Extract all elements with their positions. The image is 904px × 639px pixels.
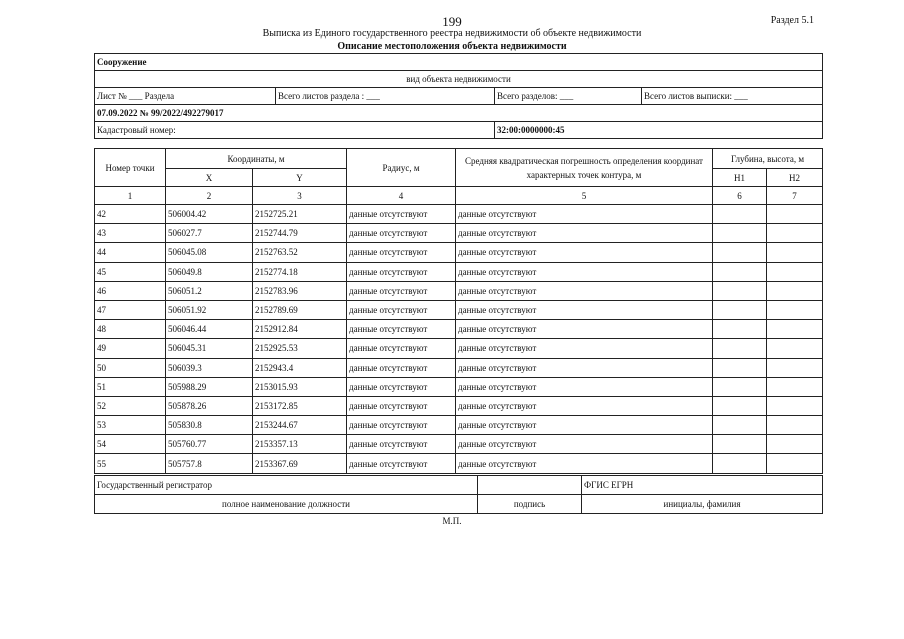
cell-y: 2152789.69 [253, 300, 347, 319]
extract-date-number: 07.09.2022 № 99/2022/492279017 [95, 105, 823, 122]
cell-point-number: 52 [95, 396, 166, 415]
total-sections-label: Всего разделов: ___ [495, 88, 642, 105]
cell-point-number: 45 [95, 262, 166, 281]
cell-h2 [767, 243, 823, 262]
cadastral-number-label: Кадастровый номер: [95, 122, 495, 139]
cell-point-number: 55 [95, 454, 166, 473]
name-caption: инициалы, фамилия [582, 495, 823, 514]
cell-accuracy: данные отсутствуют [456, 300, 713, 319]
col-number: 6 [713, 187, 767, 205]
cell-point-number: 51 [95, 377, 166, 396]
cell-accuracy: данные отсутствуют [456, 416, 713, 435]
cell-h1 [713, 243, 767, 262]
table-row [95, 416, 823, 435]
signature-field [478, 476, 582, 495]
cell-h1 [713, 416, 767, 435]
cell-h1 [713, 262, 767, 281]
cell-h2 [767, 262, 823, 281]
cell-x: 506045.08 [166, 243, 253, 262]
cell-accuracy: данные отсутствуют [456, 435, 713, 454]
registrar-position: Государственный регистратор [95, 476, 478, 495]
document-subtitle: Описание местоположения объекта недвижимости [337, 41, 567, 52]
cell-x: 506046.44 [166, 320, 253, 339]
cell-accuracy: данные отсутствуют [456, 243, 713, 262]
cell-x: 506051.2 [166, 281, 253, 300]
cell-x: 506004.42 [166, 205, 253, 224]
cell-y: 2153367.69 [253, 454, 347, 473]
cell-h2 [767, 396, 823, 415]
cell-h1 [713, 435, 767, 454]
cell-point-number: 43 [95, 224, 166, 243]
table-row [95, 339, 823, 358]
cell-x: 506027.7 [166, 224, 253, 243]
coordinates-body [95, 205, 823, 474]
cell-x: 505988.29 [166, 377, 253, 396]
col-number: 7 [767, 187, 823, 205]
cell-x: 506049.8 [166, 262, 253, 281]
coordinates-table [94, 148, 823, 474]
cell-x: 505878.26 [166, 396, 253, 415]
cell-accuracy: данные отсутствуют [456, 281, 713, 300]
cell-radius: данные отсутствуют [347, 243, 456, 262]
cell-radius: данные отсутствуют [347, 281, 456, 300]
cell-x: 505757.8 [166, 454, 253, 473]
cell-h1 [713, 281, 767, 300]
object-header-table [94, 53, 823, 139]
col-number: 2 [166, 187, 253, 205]
cell-h1 [713, 339, 767, 358]
cell-point-number: 47 [95, 300, 166, 319]
cell-h2 [767, 205, 823, 224]
cell-radius: данные отсутствуют [347, 205, 456, 224]
cell-x: 506045.31 [166, 339, 253, 358]
cell-y: 2152912.84 [253, 320, 347, 339]
cell-point-number: 49 [95, 339, 166, 358]
cell-h1 [713, 377, 767, 396]
table-row [95, 396, 823, 415]
cell-h2 [767, 377, 823, 396]
table-row [95, 320, 823, 339]
cell-y: 2152763.52 [253, 243, 347, 262]
table-row [95, 262, 823, 281]
header-h1: H1 [713, 169, 767, 187]
cell-h2 [767, 224, 823, 243]
table-row [95, 435, 823, 454]
header-y: Y [253, 169, 347, 187]
cell-accuracy: данные отсутствуют [456, 224, 713, 243]
cell-accuracy: данные отсутствуют [456, 377, 713, 396]
table-row [95, 281, 823, 300]
cell-accuracy: данные отсутствуют [456, 205, 713, 224]
cell-y: 2153015.93 [253, 377, 347, 396]
cell-y: 2153244.67 [253, 416, 347, 435]
col-number: 1 [95, 187, 166, 205]
cell-h1 [713, 320, 767, 339]
cell-h1 [713, 300, 767, 319]
cell-point-number: 50 [95, 358, 166, 377]
header-h2: H2 [767, 169, 823, 187]
col-number: 4 [347, 187, 456, 205]
cell-accuracy: данные отсутствуют [456, 396, 713, 415]
cell-radius: данные отсутствуют [347, 339, 456, 358]
table-row [95, 454, 823, 473]
cell-y: 2152925.53 [253, 339, 347, 358]
cell-h2 [767, 435, 823, 454]
cell-h2 [767, 320, 823, 339]
cell-x: 506039.3 [166, 358, 253, 377]
cell-radius: данные отсутствуют [347, 416, 456, 435]
header-radius: Радиус, м [347, 149, 456, 187]
cell-x: 506051.92 [166, 300, 253, 319]
cell-h1 [713, 205, 767, 224]
sheet-number-label: Лист № ___ Раздела [95, 88, 276, 105]
cell-y: 2153357.13 [253, 435, 347, 454]
total-sheets-extract-label: Всего листов выписки: ___ [642, 88, 823, 105]
cell-radius: данные отсутствуют [347, 224, 456, 243]
cell-h2 [767, 416, 823, 435]
cell-h1 [713, 454, 767, 473]
cell-radius: данные отсутствуют [347, 435, 456, 454]
cell-y: 2152783.96 [253, 281, 347, 300]
header-point-number: Номер точки [95, 149, 166, 187]
header-coordinates: Координаты, м [166, 149, 347, 169]
cell-h1 [713, 396, 767, 415]
cell-accuracy: данные отсутствуют [456, 320, 713, 339]
total-sheets-section-label: Всего листов раздела : ___ [276, 88, 495, 105]
cell-radius: данные отсутствуют [347, 262, 456, 281]
cell-radius: данные отсутствуют [347, 300, 456, 319]
cell-y: 2152725.21 [253, 205, 347, 224]
stamp-place: М.П. [442, 516, 462, 526]
cell-point-number: 53 [95, 416, 166, 435]
cell-accuracy: данные отсутствуют [456, 454, 713, 473]
cell-h2 [767, 281, 823, 300]
cell-point-number: 44 [95, 243, 166, 262]
signature-table [94, 475, 823, 514]
section-label: Раздел 5.1 [770, 15, 814, 26]
cell-y: 2152943.4 [253, 358, 347, 377]
position-caption: полное наименование должности [95, 495, 478, 514]
cell-point-number: 54 [95, 435, 166, 454]
table-row [95, 205, 823, 224]
cell-point-number: 42 [95, 205, 166, 224]
cell-radius: данные отсутствуют [347, 396, 456, 415]
table-row [95, 358, 823, 377]
cell-y: 2153172.85 [253, 396, 347, 415]
cell-h1 [713, 224, 767, 243]
cell-radius: данные отсутствуют [347, 320, 456, 339]
header-x: X [166, 169, 253, 187]
cell-point-number: 48 [95, 320, 166, 339]
cell-x: 505830.8 [166, 416, 253, 435]
cell-radius: данные отсутствуют [347, 358, 456, 377]
object-type-caption: вид объекта недвижимости [95, 71, 823, 88]
cell-point-number: 46 [95, 281, 166, 300]
cell-x: 505760.77 [166, 435, 253, 454]
document-title: Выписка из Единого государственного реестра недвижимости об объекте недвижимости [262, 28, 642, 39]
cadastral-number: 32:00:0000000:45 [495, 122, 823, 139]
table-row [95, 300, 823, 319]
cell-accuracy: данные отсутствуют [456, 358, 713, 377]
object-type: Сооружение [95, 54, 823, 71]
cell-h2 [767, 454, 823, 473]
cell-h2 [767, 300, 823, 319]
cell-radius: данные отсутствуют [347, 377, 456, 396]
col-number: 3 [253, 187, 347, 205]
page-number: 199 [442, 14, 462, 29]
cell-accuracy: данные отсутствуют [456, 339, 713, 358]
table-row [95, 243, 823, 262]
cell-y: 2152744.79 [253, 224, 347, 243]
cell-y: 2152774.18 [253, 262, 347, 281]
signature-caption: подпись [478, 495, 582, 514]
table-row [95, 377, 823, 396]
header-depth-height: Глубина, высота, м [713, 149, 823, 169]
table-row [95, 224, 823, 243]
registrar-name: ФГИС ЕГРН [582, 476, 823, 495]
cell-h2 [767, 358, 823, 377]
cell-h1 [713, 358, 767, 377]
header-accuracy: Средняя квадратическая погрешность определения координат характерных точек контура, м [456, 149, 713, 187]
cell-radius: данные отсутствуют [347, 454, 456, 473]
col-number: 5 [456, 187, 713, 205]
cell-accuracy: данные отсутствуют [456, 262, 713, 281]
cell-h2 [767, 339, 823, 358]
